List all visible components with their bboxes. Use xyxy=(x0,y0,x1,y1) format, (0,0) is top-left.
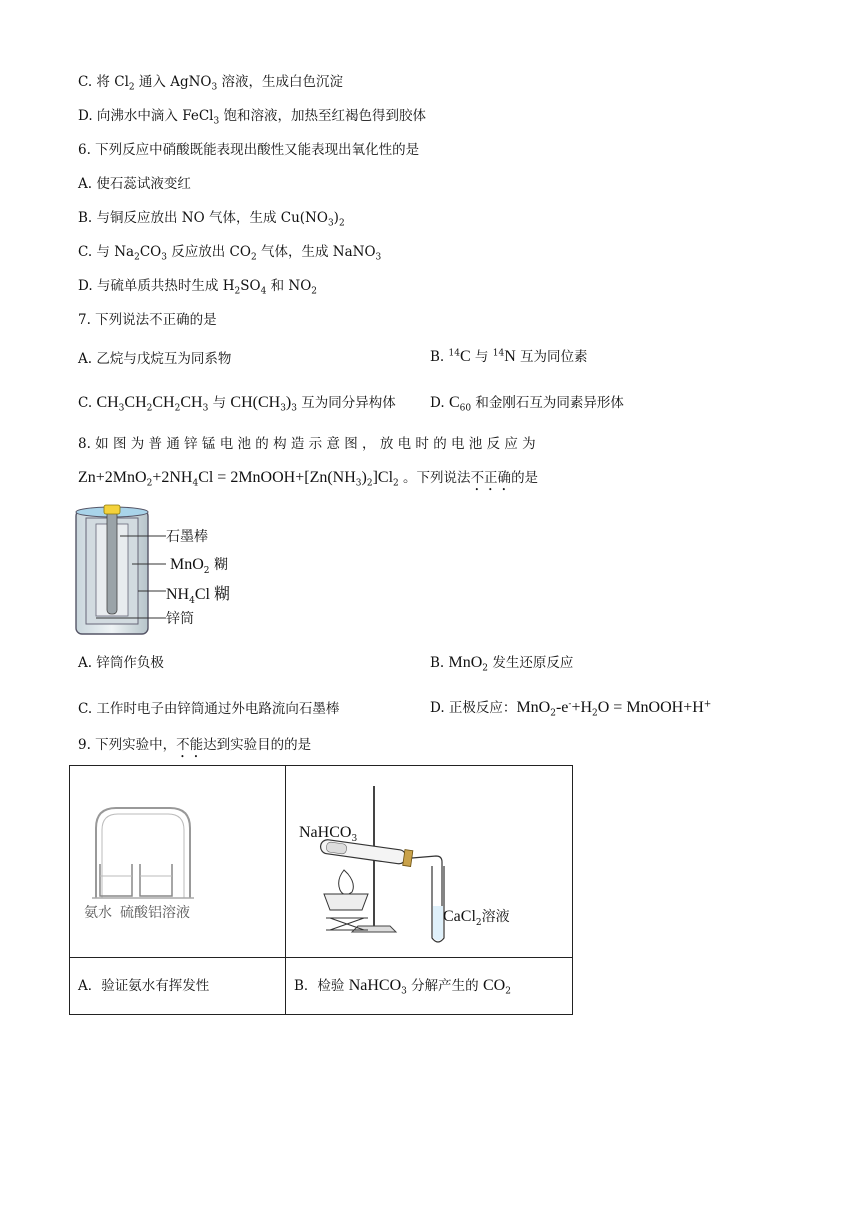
cell-figure-b xyxy=(286,766,573,958)
option-5d: D. 向沸水中滴入 FeCl$_3$ 饱和溶液，加热至红褐色得到胶体 xyxy=(78,108,427,127)
option-8c: C. 工作时电子由锌筒通过外电路流向石墨棒 xyxy=(78,701,340,717)
option-6c: C. 与 $Na_2CO_3$ 反应放出 $CO_2$ 气体，生成 NaNO$_3$ xyxy=(78,244,382,263)
option-8d: D. 正极反应：$MnO_2-e^-+H_2O$ = MnOOH+H+ xyxy=(430,699,712,719)
cell-figure-a xyxy=(70,766,286,958)
option-8b: B. MnO$_2$ 发生还原反应 xyxy=(430,654,574,674)
experiment-table xyxy=(69,765,573,1015)
question-7: 7. 下列说法不正确的是 xyxy=(78,312,217,328)
label-cacl2-solution: CaCl$_2$溶液 xyxy=(443,908,510,928)
option-5c: C. 将 $Cl_2$ 通入 AgNO$_3$ 溶液，生成白色沉淀 xyxy=(78,74,344,93)
option-7b: B. $^{14}$C 与 $^{14}$N 互为同位素 xyxy=(430,348,588,365)
option-6a: A. 使石蕊试液变红 xyxy=(78,176,191,192)
nahco3-decomposition-apparatus xyxy=(286,766,572,957)
label-mno2-paste: MnO$_2$ 糊 xyxy=(170,556,228,576)
zinc-manganese-battery-figure xyxy=(74,504,244,639)
option-7d: D. $C_{60}$ 和金刚石互为同素异形体 xyxy=(430,394,624,414)
label-aluminum-sulfate: 硫酸铝溶液 xyxy=(120,905,190,921)
battery-equation: $Zn+2MnO_2+2NH_4Cl$ = $2MnOOH+[Zn(NH_3)_2]Cl_2$ 。下列说法不正确的是 xyxy=(78,469,539,489)
option-7c: C. $CH_3CH_2CH_2CH_3$ 与 $CH(CH_3)_3$ 互为同分异构体 xyxy=(78,394,396,414)
question-6: 6. 下列反应中硝酸既能表现出酸性又能表现出氧化性的是 xyxy=(78,142,420,158)
caption-a: A．验证氨水有挥发性 xyxy=(78,978,210,994)
option-8a: A. 锌筒作负极 xyxy=(78,655,164,671)
label-nh4cl-paste: $NH_4Cl$ 糊 xyxy=(166,586,230,606)
label-nahco3: NaHCO$_3$ xyxy=(299,824,358,844)
option-7a: A. 乙烷与戊烷互为同系物 xyxy=(78,351,232,367)
ammonia-volatility-apparatus xyxy=(70,766,285,957)
label-graphite-rod: 石墨棒 xyxy=(166,529,208,545)
question-8: 8. 如 图 为 普 通 锌 锰 电 池 的 构 造 示 意 图 ， 放 电 时 的 电 池 反 应 为 xyxy=(78,436,536,452)
question-9: 9. 下列实验中，不能达到实验目的的是 xyxy=(78,737,312,753)
cell-caption-b xyxy=(286,958,573,1015)
caption-b: B．检验 NaHCO$_3$ 分解产生的 $CO_2$ xyxy=(294,977,511,997)
label-zinc-can: 锌筒 xyxy=(166,611,194,627)
option-6d: D. 与硫单质共热时生成 $H_2SO_4$ 和 $NO_2$ xyxy=(78,278,317,297)
cell-caption-a xyxy=(70,958,286,1015)
option-6b: B. 与铜反应放出 NO 气体，生成 $Cu(NO_3)_2$ xyxy=(78,210,345,229)
label-ammonia: 氨水 xyxy=(84,905,112,921)
